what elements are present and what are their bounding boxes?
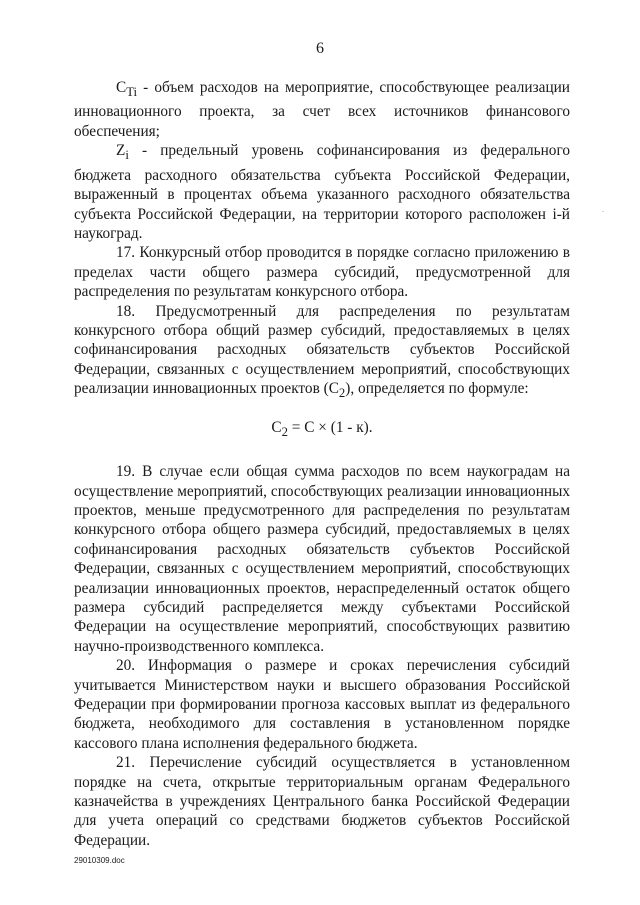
definition-text: - объем расходов на мероприятие, способствующее реализации инновационного проекта, за счет всех источников финансового обеспечения; (74, 79, 570, 140)
formula-rhs: = C × (1 - к). (287, 418, 373, 436)
definition-text: - предельный уровень софинансирования из федерального бюджета расходного обязательства субъекта Российской Федерации, выраженный в процентах объема указанного расходного обязательства субъекта Российской Федерации, на территории которого расположен i-й наукоград. (74, 142, 570, 242)
paragraph-19: 19. В случае если общая сумма расходов по всем наукоградам на осуществление мероприятий, способствующих реализации инновационных проектов, меньше предусмотренного для распределения по результатам конкурсного отбора общего размера субсидий, предоставляемых в целях софинансирования расходных обязательств субъектов Российской Федерации, связанных с осуществлением мероприятий, способствующих реализации инновационных проектов, нераспределенный остаток общего размера субсидий распределяется между субъектами Российской Федерации на осуществление мероприятий, способствующих развитию научно-производственного комплекса. (74, 463, 570, 655)
paragraph-18-subscript: 2 (338, 386, 346, 401)
symbol-c-ti (116, 79, 138, 100)
symbol-main: C (116, 79, 127, 96)
footer-filename: 29010309.doc (74, 856, 125, 865)
document-body (74, 78, 570, 850)
paragraph-18-text: 18. Предусмотренный для распределения по результатам конкурсного отбора общий размер субсидий, предоставляемых в целях софинансирования расходных обязательств субъектов Российской Федерации, связанных с осуществлением мероприятий, способствующих реализации инновационных проектов (C (74, 302, 570, 398)
formula-lhs: C (271, 418, 282, 436)
formula-lhs-subscript: 2 (281, 424, 288, 439)
definition-c-ti (74, 78, 570, 141)
margin-mark: . (602, 205, 604, 214)
symbol-subscript: i (125, 148, 129, 163)
symbol-z-i (116, 142, 129, 163)
symbol-subscript: Ti (126, 85, 138, 100)
definition-z-i (74, 141, 570, 243)
paragraph-20: 20. Информация о размере и сроках перечисления субсидий учитывается Министерством науки и высшего образования Российской Федерации при формировании прогноза кассовых выплат из федерального бюджета, необходимого для составления в установленном порядке кассового плана исполнения федерального бюджета. (74, 657, 570, 752)
page-number: 6 (316, 40, 324, 57)
paragraph-21: 21. Перечисление субсидий осуществляется в установленном порядке на счета, открытые территориальным органам Федерального казначейства в учреждениях Центрального банка Российской Федерации для учета операций со средствами бюджетов субъектов Российской Федерации. (74, 754, 570, 849)
paragraph-18 (74, 302, 570, 404)
paragraph-17: 17. Конкурсный отбор проводится в порядке согласно приложению в пределах части общего размера субсидий, предусмотренной для распределения по результатам конкурсного отбора. (74, 244, 570, 301)
paragraph-18-text-end: ), определяется по формуле: (345, 380, 529, 398)
formula (74, 418, 570, 442)
symbol-main: Z (116, 142, 126, 160)
